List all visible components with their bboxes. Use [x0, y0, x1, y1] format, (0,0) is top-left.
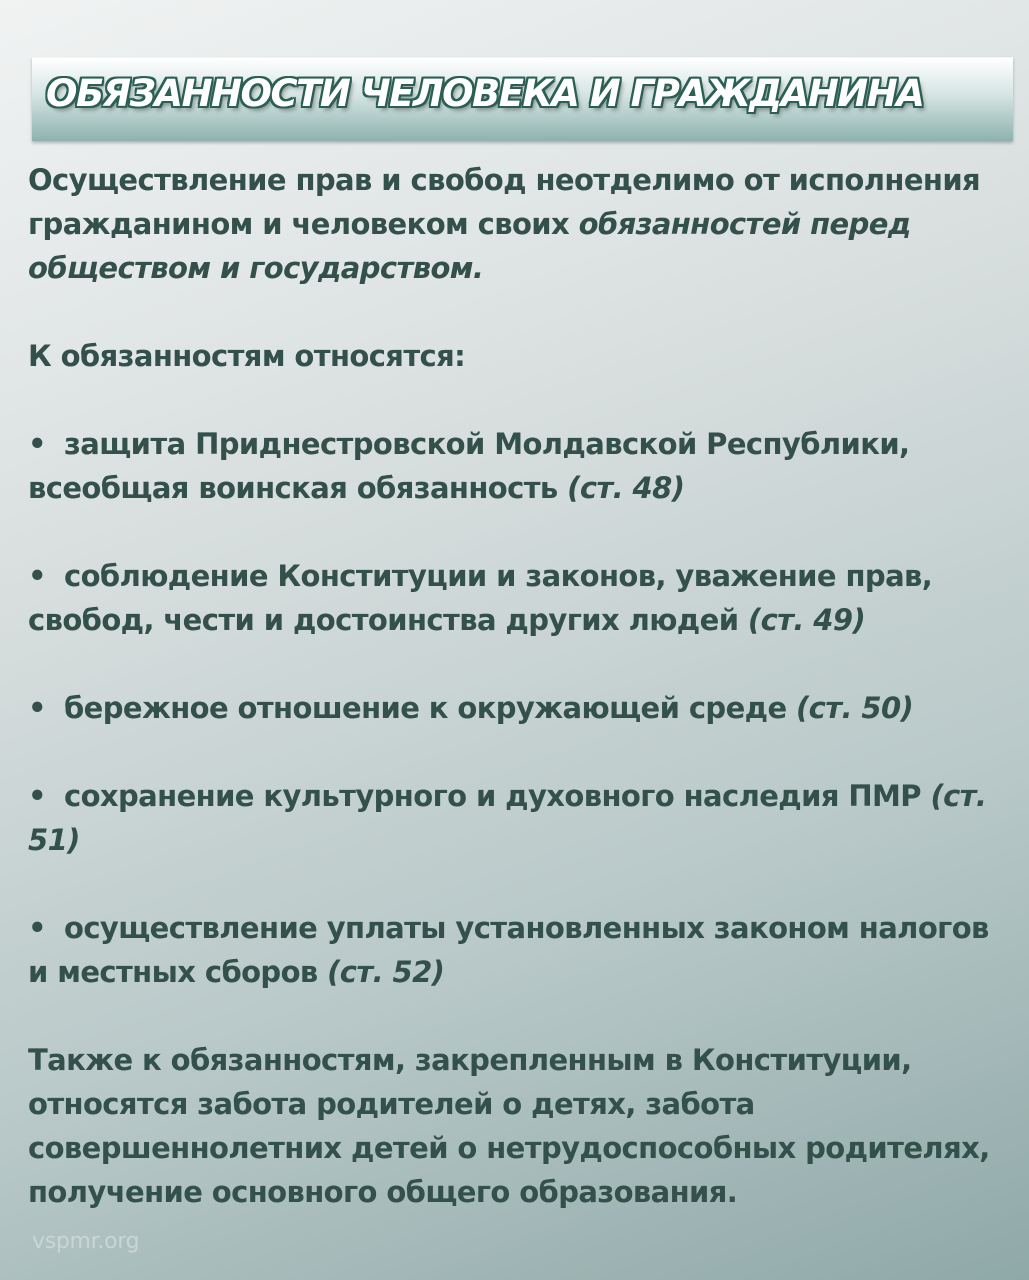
list-item: [28, 774, 1013, 862]
title-banner: [32, 57, 1013, 141]
list-item-text: защита Приднестровской Молдавской Республики, всеобщая воинская обязанность: [28, 427, 910, 505]
intro-emphasis: обязанностей перед обществом и государством.: [28, 207, 911, 285]
article-reference: (ст. 49): [747, 603, 866, 637]
bullet-icon: •: [28, 691, 46, 725]
list-item: [28, 422, 1013, 510]
intro-paragraph: [28, 158, 1013, 290]
list-item: [28, 906, 1013, 994]
article-reference: (ст. 52): [327, 955, 445, 989]
watermark: vspmr.org: [32, 1229, 140, 1254]
intro-text: Осуществление прав и свобод неотделимо от исполнения гражданином и человеком своих: [28, 163, 981, 241]
page-title: ОБЯЗАННОСТИ ЧЕЛОВЕКА И ГРАЖДАНИНА: [46, 72, 924, 115]
list-item-text: бережное отношение к окружающей среде: [64, 691, 797, 725]
list-item: [28, 554, 1013, 642]
bullet-icon: •: [28, 559, 46, 593]
article-reference: (ст. 51): [28, 779, 987, 857]
closing-paragraph: Также к обязанностям, закрепленным в Конституции, относятся забота родителей о детях, забота совершеннолетних детей о нетрудоспособных родителях, получение основного общего образования.: [28, 1043, 990, 1209]
list-item: [28, 686, 1013, 730]
bullet-icon: •: [28, 779, 46, 813]
bullet-icon: •: [28, 427, 46, 461]
list-item-text: соблюдение Конституции и законов, уважение прав, свобод, чести и достоинства других людей: [28, 559, 933, 637]
duties-heading: К обязанностям относятся:: [28, 339, 466, 373]
article-reference: (ст. 50): [796, 691, 914, 725]
list-item-text: осуществление уплаты установленных законом налогов и местных сборов: [28, 911, 989, 989]
bullet-icon: •: [28, 911, 46, 945]
article-reference: (ст. 48): [567, 471, 685, 505]
list-item-text: сохранение культурного и духовного наследия ПМР: [64, 779, 931, 813]
main-content: [28, 158, 1013, 1214]
